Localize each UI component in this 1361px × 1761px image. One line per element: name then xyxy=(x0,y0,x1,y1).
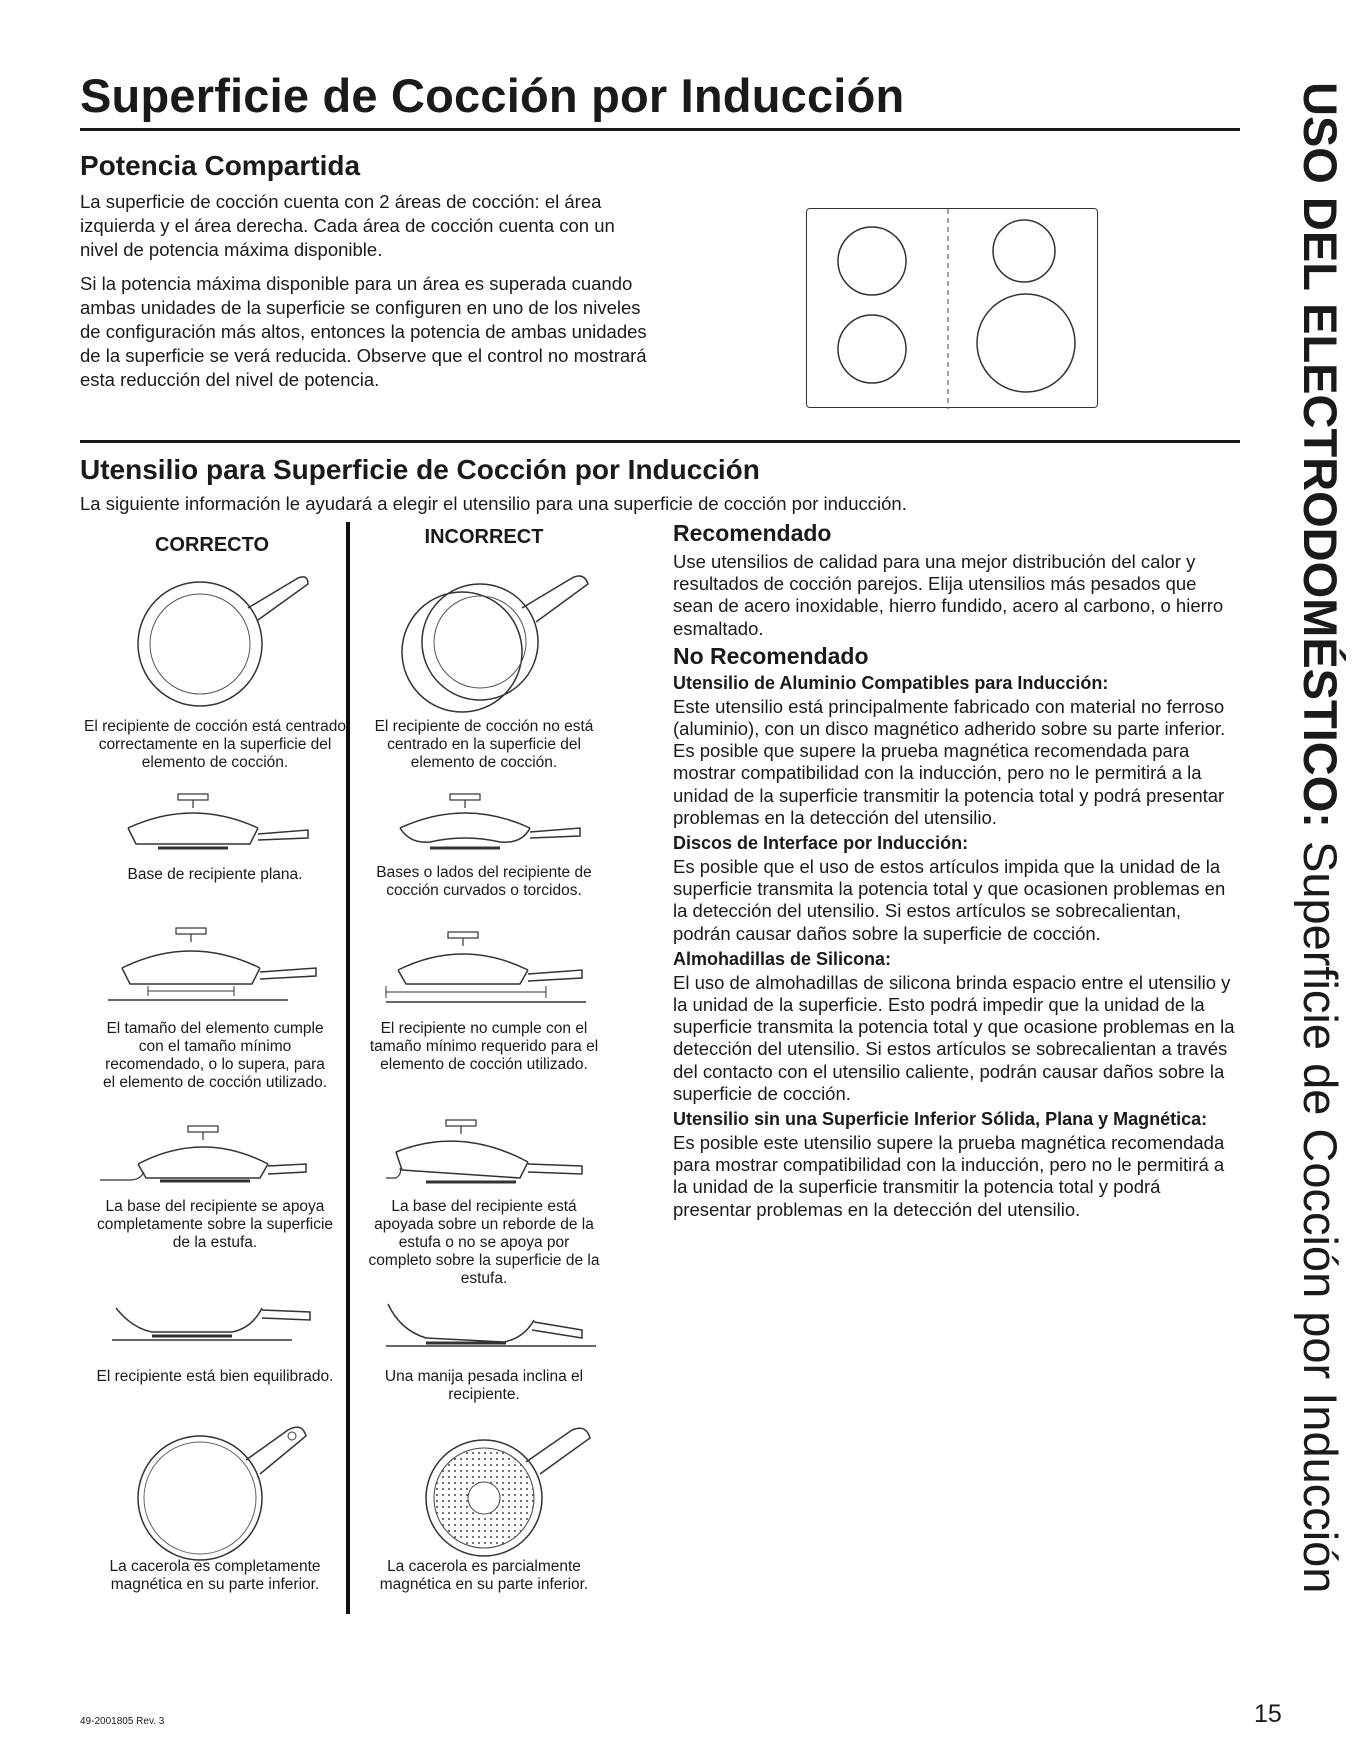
incorrect-caption-3: El recipiente no cumple con el tamaño mínimo requerido para el elemento de cocción utilizado. xyxy=(369,1020,599,1073)
correct-caption-3: El tamaño del elemento cumple con el tamaño mínimo recomendado, o lo supera, para el elemento de cocción utilizado. xyxy=(102,1020,328,1091)
silicone-pads-heading: Almohadillas de Silicona: xyxy=(673,948,892,969)
off-center-pan-top-icon xyxy=(392,564,612,714)
shared-power-para-1: La superficie de cocción cuenta con 2 áreas de cocción: el área izquierda y el área derecha. Cada área de cocción cuenta con un nivel de potencia máxima disponible. xyxy=(80,191,615,260)
correct-column-heading: CORRECTO xyxy=(154,534,270,556)
pan-on-rim-icon xyxy=(386,1118,606,1188)
cookware-intro: La siguiente información le ayudará a elegir el utensilio para una superficie de cocción por inducción. xyxy=(80,493,907,514)
side-tab xyxy=(1293,82,1348,1593)
aluminum-cookware-heading: Utensilio de Aluminio Compatibles para Inducción: xyxy=(673,672,1109,693)
incorrect-caption-1: El recipiente de cocción no está centrado en la superficie del elemento de cocción. xyxy=(374,718,594,771)
incorrect-caption-2: Bases o lados del recipiente de cocción curvados o torcidos. xyxy=(376,864,592,899)
column-divider xyxy=(346,522,350,1614)
interface-discs-text: Es posible que el uso de estos artículos impida que la unidad de la superficie transmita la potencia total y que ocasionen problemas en la detección del utensilio. Si estos artículos se sobrecalientan, podrán causar daños sobre la superficie de cocción. xyxy=(673,856,1226,944)
recommended-heading: Recomendado xyxy=(673,520,832,546)
tilted-pan-icon xyxy=(386,1300,606,1350)
incorrect-column-heading: INCORRECT xyxy=(424,526,544,548)
page-number: 15 xyxy=(1254,1700,1282,1728)
aluminum-cookware-text: Este utensilio está principalmente fabricado con material no ferroso (aluminio), con un disco magnético adherido sobre su parte inferior. Es posible que supere la prueba magnética recomendada para mostrar compatibilidad con la inducción, pero no le permitirá a la unidad de la superficie transmitir la potencia total y podrá presentar problemas en la detección del utensilio. xyxy=(673,695,1226,828)
incorrect-caption-4: La base del recipiente está apoyada sobre un reborde de la estufa o no se apoya por completo sobre la superficie de la estufa. xyxy=(368,1198,600,1287)
cookware-heading: Utensilio para Superficie de Cocción por Inducción xyxy=(80,454,760,485)
title-rule xyxy=(80,128,1240,131)
side-tab-regular: Superficie de Cocción por Inducción xyxy=(1294,827,1347,1594)
not-recommended-heading: No Recomendado xyxy=(673,642,869,669)
incorrect-caption-5: Una manija pesada inclina el recipiente. xyxy=(384,1368,584,1403)
warped-pan-side-icon xyxy=(400,790,610,860)
pan-size-side-icon xyxy=(108,924,328,1004)
interface-discs-heading: Discos de Interface por Inducción: xyxy=(673,833,969,854)
page-title: Superficie de Cocción por Inducción xyxy=(80,69,905,122)
side-tab-bold: USO DEL ELECTRODOMÉSTICO: xyxy=(1294,82,1347,828)
partially-magnetic-pan-icon xyxy=(392,1414,612,1564)
non-solid-bottom-heading: Utensilio sin una Superficie Inferior Sólida, Plana y Magnética: xyxy=(673,1109,1208,1130)
small-pan-side-icon xyxy=(386,930,606,1010)
correct-caption-5: El recipiente está bien equilibrado. xyxy=(96,1368,334,1385)
section-rule xyxy=(80,440,1240,443)
flat-pan-side-icon xyxy=(118,790,328,860)
centered-pan-top-icon xyxy=(108,560,328,710)
recommendations-panel xyxy=(673,520,1241,1221)
shared-power-para-2: Si la potencia máxima disponible para un área es superada cuando ambas unidades de la superficie se configuren en uno de los niveles de configuración más altos, entonces la potencia de ambas unidades de la superficie se verá reducida. Observe que el control no mostrará esta reducción del nivel de potencia. xyxy=(80,273,647,390)
correct-caption-1: El recipiente de cocción está centrado correctamente en la superficie del elemento de cocción. xyxy=(84,718,346,771)
correct-caption-2: Base de recipiente plana. xyxy=(127,866,303,883)
incorrect-caption-6: La cacerola es parcialmente magnética en su parte inferior. xyxy=(379,1558,589,1593)
non-solid-bottom-text: Es posible este utensilio supere la prueba magnética recomendada para mostrar compatibilidad con la inducción, pero no le permitirá a la unidad de la superficie transmitir la potencia total y podrá presentar problemas en la detección del utensilio. xyxy=(673,1132,1225,1220)
correct-caption-6: La cacerola es completamente magnética en su parte inferior. xyxy=(109,1558,321,1593)
pan-on-surface-icon xyxy=(100,1124,320,1184)
balanced-pan-icon xyxy=(112,1290,322,1345)
silicone-pads-text: El uso de almohadillas de silicona brinda espacio entre el utensilio y la unidad de la superficie. Esto podrá impedir que la unidad de la superficie transmita la potencia total y que ocasione problemas en la detección del utensilio. Si estos artículos se sobrecalientan a través del contacto con el utensilio caliente, podrán causar daños sobre la superficie de cocción. xyxy=(673,971,1235,1104)
recommended-text: Use utensilios de calidad para una mejor distribución del calor y resultados de cocción parejos. Elija utensilios más pesados que sean de acero inoxidable, hierro fundido, acero al carbono, o hierro esmaltado. xyxy=(673,551,1224,639)
cooktop-burners xyxy=(807,209,1099,409)
cooktop-diagram xyxy=(806,208,1098,408)
magnetic-pan-icon xyxy=(108,1410,328,1560)
correct-caption-4: La base del recipiente se apoya completamente sobre la superficie de la estufa. xyxy=(96,1198,334,1251)
shared-power-heading: Potencia Compartida xyxy=(80,150,361,181)
footer-code: 49-2001805 Rev. 3 xyxy=(80,1716,165,1727)
